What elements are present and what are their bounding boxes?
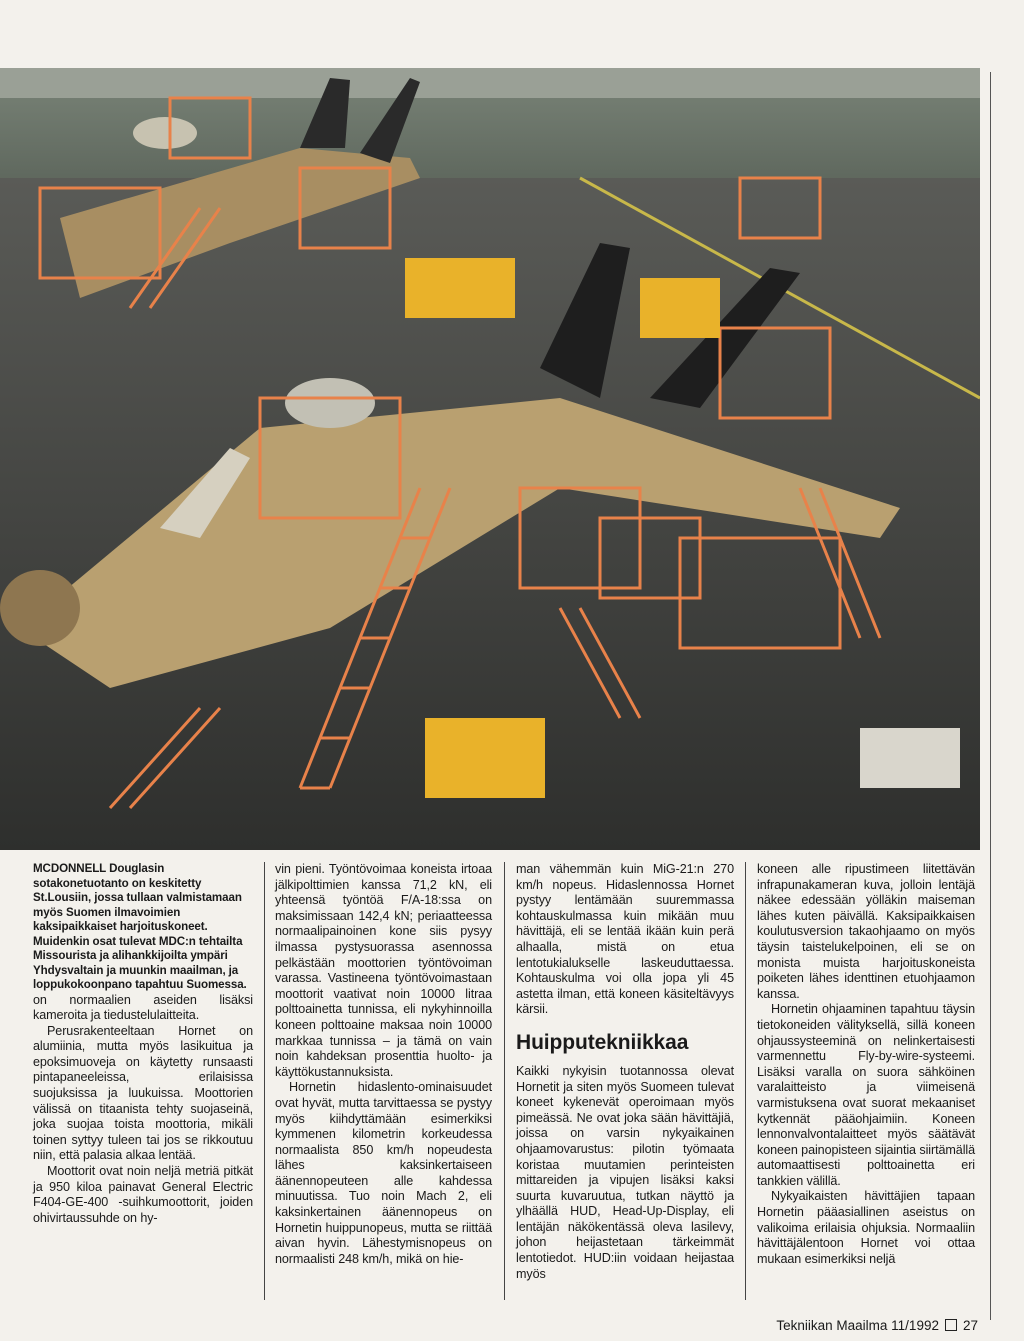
column-rule [264, 862, 265, 1300]
paragraph: Perusrakenteeltaan Hornet on alumiinia, mutta myös lasikuitua ja epoksimuoveja on käytetty runsaasti pintapaneeleissa, erilaisissa suojuksissa ja luukuissa. Moottorien välissä on titaanista tehty suojaseinä, joka suojaa toista moottoria, mikäli toinen syttyy tuleen tai jos se rikkoutuu niin, että palasia alkaa lentää. [33, 1023, 253, 1163]
page-number: 27 [962, 1318, 978, 1333]
paragraph: Hornetin hidaslento-ominaisuudet ovat hyvät, mutta tarvittaessa se pystyy myös kiihdyttämään esimerkiksi kymmenen kilometrin korkeudessa normaalista 850 km/h nopeudesta lähes kaksinkertaiseen äänennopeuteen alle kahdessa minuutissa. Tuo noin Mach 2, eli kaksinkertainen äänennopeus on Hornetin huippunopeus, mutta se riittää aivan hyvin. Lähestymisnopeus on normaalisti 248 km/h, mikä on hie- [275, 1080, 492, 1266]
hangar-photo [0, 68, 980, 850]
paragraph: man vähemmän kuin MiG-21:n 270 km/h nopeus. Hidaslennossa Hornet pystyy lentämään suuremmassa kohtauskulmassa kuin mikään muu hävittäjä, eli se lentää ikään kuin perä alhaalla, mistä on etua lentotukialukselle laskeuduttaessa. Kohtauskulma voi olla jopa yli 45 astetta ilman, että koneen käsiteltävyys kärsii. [516, 862, 734, 1017]
paragraph: koneen alle ripustimeen liitettävän infrapunakameran kuva, jolloin lentäjä näkee edessään yölläkin maiseman lähes kuten päivällä. Kaksipaikkaisen koulutusversion takaohjaamo on myös täysin taistelukelpoinen, eli se on monista muista harjoituskoneista poiketen lähes identtinen etuohjaamon kanssa. [757, 862, 975, 1001]
paragraph: on normaalien aseiden lisäksi kameroita ja tiedustelulaitteita. [33, 992, 253, 1023]
column-4 [757, 862, 975, 1267]
paragraph: Moottorit ovat noin neljä metriä pitkät ja 950 kiloa painavat General Electric F404-GE-400 -suihkumoottorit, joiden ohivirtaussuhde on hy- [33, 1164, 253, 1225]
photo-caption: MCDONNELL Douglasin sotakonetuotanto on keskitetty St.Lousiin, jossa tullaan valmistamaan myös Suomen ilmavoimien kaksipaikkaiset harjoituskoneet. Muidenkin osat tulevat MDC:n tehtailta Missourista ja alihankkijoilta ympäri Yhdysvaltain ja muunkin maailman, ja loppukokoonpano tapahtuu Suomessa. [33, 862, 247, 991]
section-heading: Huipputekniikkaa [516, 1030, 689, 1054]
page-edge-rule [990, 72, 991, 1320]
column-rule [504, 862, 505, 1300]
paragraph: Kaikki nykyisin tuotannossa olevat Hornetit ja siten myös Suomeen tulevat koneet kykenevät operoimaan myös pimeässä. Ne ovat joka sään hävittäjiä, joissa on varsin nykyaikainen ohjaamovarustus: pilotin työmaata koristaa muutamien perinteisten mittareiden ja vipujen lisäksi kaksi suurta kuvaruutua, tutkan näyttö ja ylhäällä HUD, Head-Up-Display, eli lentäjän näkökentässä oleva lasilevy, johon heijastetaan tärkeimmät lentotiedot. HUD:iin voidaan heijastaa myös [516, 1063, 734, 1281]
column-2 [275, 862, 492, 1267]
paragraph: Nykyaikaisten hävittäjien tapaan Hornetin pääasiallinen aseistus on valikoima erilaisia ohjuksia. Normaaliin hävittäjälentoon Hornet voi ottaa mukaan esimerkiksi neljä [757, 1189, 975, 1266]
publication-name: Tekniikan Maailma 11/1992 [776, 1318, 939, 1333]
paragraph: vin pieni. Työntövoimaa koneista irtoaa jälkipolttimien kanssa 71,2 kN, eli yhteensä työntöä F/A-18:ssa on maksimissaan 142,4 kN; periaatteessa normaalipainoinen kone siis pysyy ilmassa pystysuorassa asennossa pelkästään moottorien työntövoiman varassa. Vastineena työntövoimastaan moottorit vaativat noin 10000 litraa polttoainetta tunnissa, eli nykyhinnoilla koneen polttoaine maksaa noin 10000 markkaa tunnissa – ja tämä on vain noin kahdeksan prosenttia huolto- ja käyttökustannuksista. [275, 862, 492, 1079]
column-1 [33, 862, 253, 1226]
column-3 [516, 862, 734, 1282]
column-rule [745, 862, 746, 1300]
square-icon [945, 1319, 957, 1331]
paragraph: Hornetin ohjaaminen tapahtuu täysin tietokoneiden välityksellä, sillä koneen ohjaussysteeminä on nelinkertaisesti varmennettu Fly-by-wire-systeemi. Lisäksi varalla on suora sähköinen varalaitteisto ja viimeisenä varmistuksena ovat suorat mekaaniset kytkennät pääohjaimiin. Koneen lennonvalvontalaitteet myös säätävät koneen painopisteen sijaintia siirtämällä automaattisesti polttoainetta eri tankkien välillä. [757, 1002, 975, 1188]
hangar-illustration [0, 68, 980, 850]
page-footer [776, 1318, 978, 1333]
hangar-ceiling [0, 68, 980, 98]
